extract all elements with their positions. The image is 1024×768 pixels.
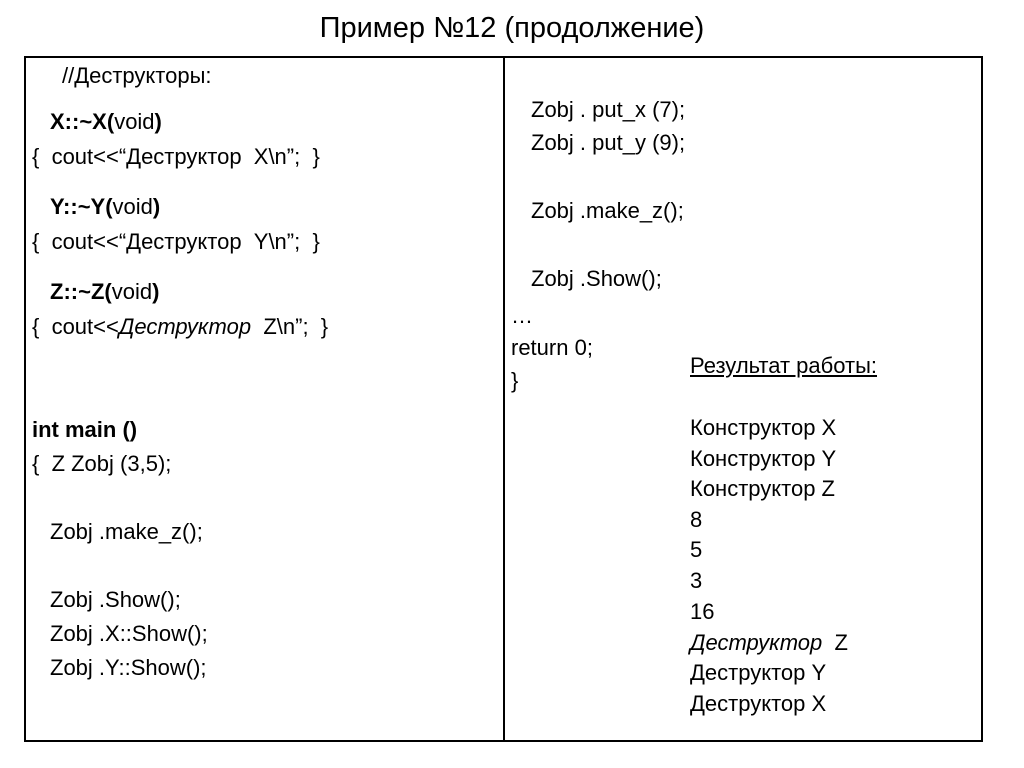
y-destructor-header: Y::~Y(void) — [50, 194, 161, 219]
column-divider — [503, 56, 505, 742]
right-show-call: Zobj .Show(); — [531, 266, 662, 291]
result-line: Конструктор Y — [690, 446, 837, 471]
z-destructor-header: Z::~Z(void) — [50, 279, 160, 304]
result-heading: Результат работы: — [690, 353, 877, 378]
right-make-z-call: Zobj .make_z(); — [531, 198, 684, 223]
result-line: 5 — [690, 537, 703, 562]
slide-title: Пример №12 (продолжение) — [319, 12, 705, 44]
x-destructor-body: { cout<<“Деструктор X\n”; } — [32, 144, 320, 169]
x-destructor-header: X::~X(void) — [50, 109, 162, 134]
result-line: Конструктор X — [690, 415, 837, 440]
main-object-declaration: { Z Zobj (3,5); — [32, 451, 172, 476]
result-destructor-x: Деструктор X — [690, 691, 827, 716]
put-x-call: Zobj . put_x (7); — [531, 97, 686, 122]
z-destructor-body: { cout<<Деструктор Z\n”; } — [32, 314, 329, 339]
return-statement: return 0; — [511, 335, 593, 360]
destructors-comment: //Деструкторы: — [62, 63, 212, 88]
result-line: Конструктор Z — [690, 476, 835, 501]
left-show-call: Zobj .Show(); — [50, 587, 181, 612]
result-line: 3 — [690, 568, 703, 593]
y-destructor-body: { cout<<“Деструктор Y\n”; } — [32, 229, 320, 254]
closing-brace: } — [511, 368, 519, 393]
result-line: 8 — [690, 507, 703, 532]
x-show-call: Zobj .X::Show(); — [50, 621, 208, 646]
main-function-header: int main () — [32, 417, 138, 442]
put-y-call: Zobj . put_y (9); — [531, 130, 686, 155]
y-show-call: Zobj .Y::Show(); — [50, 655, 207, 680]
result-destructor-z: Деструктор Z — [690, 630, 848, 655]
result-line: 16 — [690, 599, 715, 624]
code-ellipsis: … — [511, 303, 533, 328]
result-destructor-y: Деструктор Y — [690, 660, 827, 685]
left-make-z-call: Zobj .make_z(); — [50, 519, 203, 544]
